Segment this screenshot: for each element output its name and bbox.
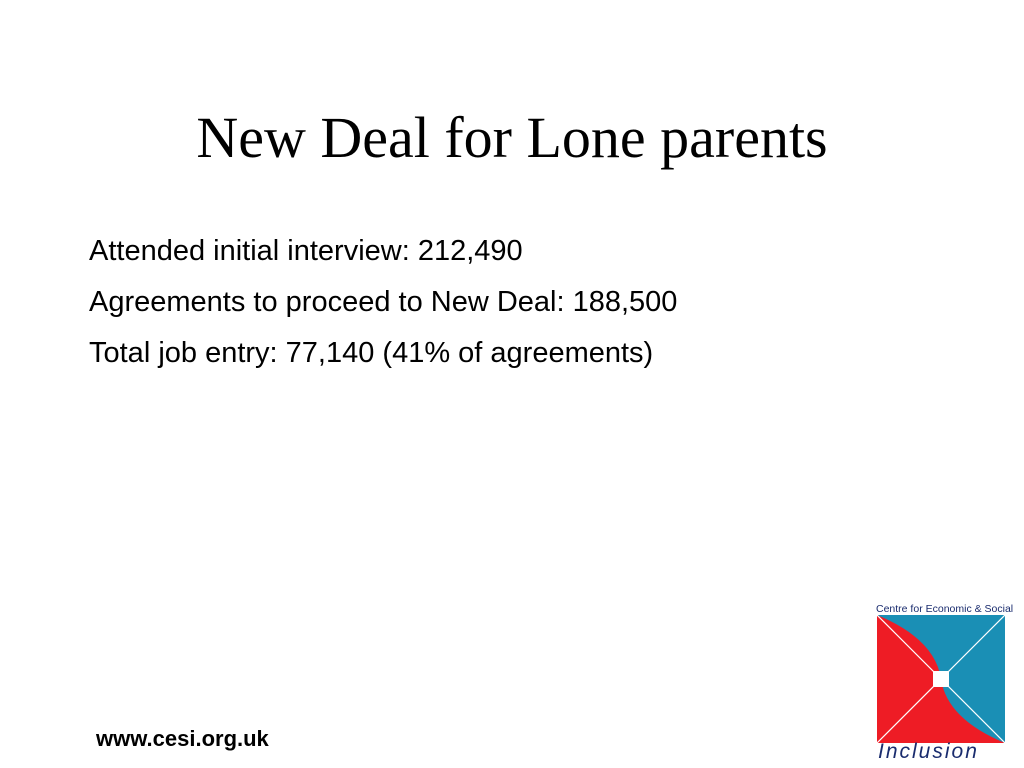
bullet-item-interview: Attended initial interview: 212,490: [89, 235, 523, 267]
bullet-item-agreements: Agreements to proceed to New Deal: 188,500: [89, 286, 678, 318]
logo-center-square: [933, 671, 949, 687]
logo-graphic-icon: [877, 615, 1005, 743]
slide-title: New Deal for Lone parents: [196, 105, 828, 170]
logo-top-text: Centre for Economic & Social: [876, 603, 1014, 615]
logo-bottom-text: Inclusion: [878, 740, 979, 763]
footer-url: www.cesi.org.uk: [96, 726, 269, 751]
cesi-logo: [872, 600, 1014, 766]
bullet-item-job-entry: Total job entry: 77,140 (41% of agreements): [89, 337, 654, 369]
bullet-list: [89, 226, 677, 379]
